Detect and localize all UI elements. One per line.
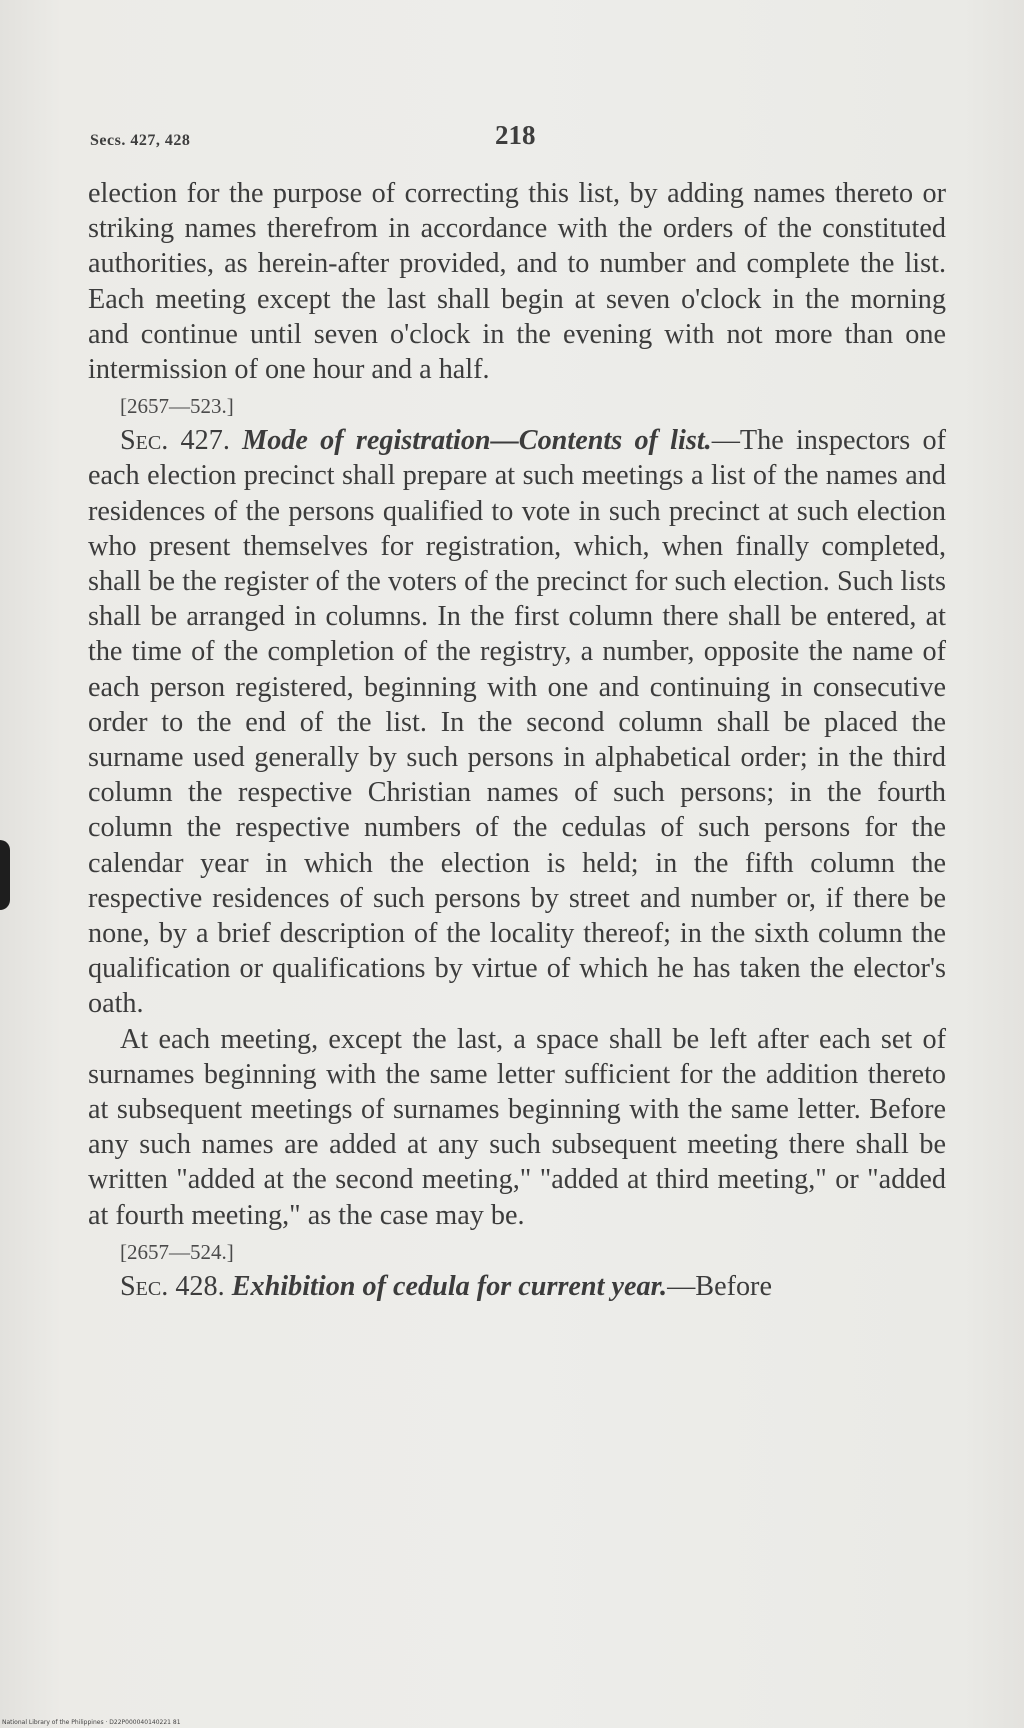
section-428-label: Sec. 428. bbox=[120, 1270, 225, 1302]
page-body-text bbox=[88, 176, 946, 1304]
citation-2657-524: [2657—524.] bbox=[120, 1239, 234, 1264]
section-427-paragraph bbox=[88, 423, 946, 1021]
section-428-text: —Before bbox=[667, 1270, 772, 1302]
citation-2657-523: [2657—523.] bbox=[120, 394, 234, 419]
section-428-title: Exhibition of cedula for current year. bbox=[231, 1270, 668, 1302]
page-number: 218 bbox=[495, 120, 536, 150]
binding-edge-mark bbox=[0, 840, 10, 910]
running-header bbox=[90, 118, 950, 158]
scan-credit-footer: National Library of the Philippines · D22P000040140221 81 bbox=[2, 1719, 181, 1726]
section-427-second-paragraph: At each meeting, except the last, a space shall be left after each set of surnames beginning with the same letter sufficient for the addition thereto at subsequent meetings of surnames beginning with the same letter. Before any such names are added at any such subsequent meeting there shall be written "added at the second meeting," "added at third meeting," or "added at fourth meeting," as the case may be. bbox=[88, 1023, 946, 1231]
header-section-reference: Secs. 427, 428 bbox=[90, 132, 191, 149]
continuation-paragraph: election for the purpose of correcting this list, by adding names thereto or striking names therefrom in accordance with the orders of the constituted authorities, as herein-after provided, and to number and complete the list. Each meeting except the last shall begin at seven o'clock in the morning and continue until seven o'clock in the evening with not more than one intermission of one hour and a half. bbox=[88, 178, 946, 386]
section-428-paragraph bbox=[88, 1269, 946, 1304]
section-427-label: Sec. 427. bbox=[120, 425, 230, 457]
section-427-title: Mode of registration—Contents of list. bbox=[242, 425, 712, 457]
section-427-text: —The inspectors of each election precinct shall prepare at such meetings a list of the names and residences of the persons qualified to vote in such precinct at such election who present themselves for registration, which, when finally completed, shall be the register of the voters of the precinct for such election. Such lists shall be arranged in columns. In the first column there shall be entered, at the time of the completion of the registry, a number, opposite the name of each person registered, beginning with one and continuing in consecutive order to the end of the list. In the second column shall be placed the surname used generally by such persons in alphabetical order; in the third column the respective Christian names of such persons; in the fourth column the respective numbers of the cedulas of such persons for the calendar year in which the election is held; in the fifth column the respective residences of such persons by street and number or, if there be none, by a brief description of the locality thereof; in the sixth column the qualification or qualifications by virtue of which he has taken the elector's oath. bbox=[88, 425, 947, 1020]
